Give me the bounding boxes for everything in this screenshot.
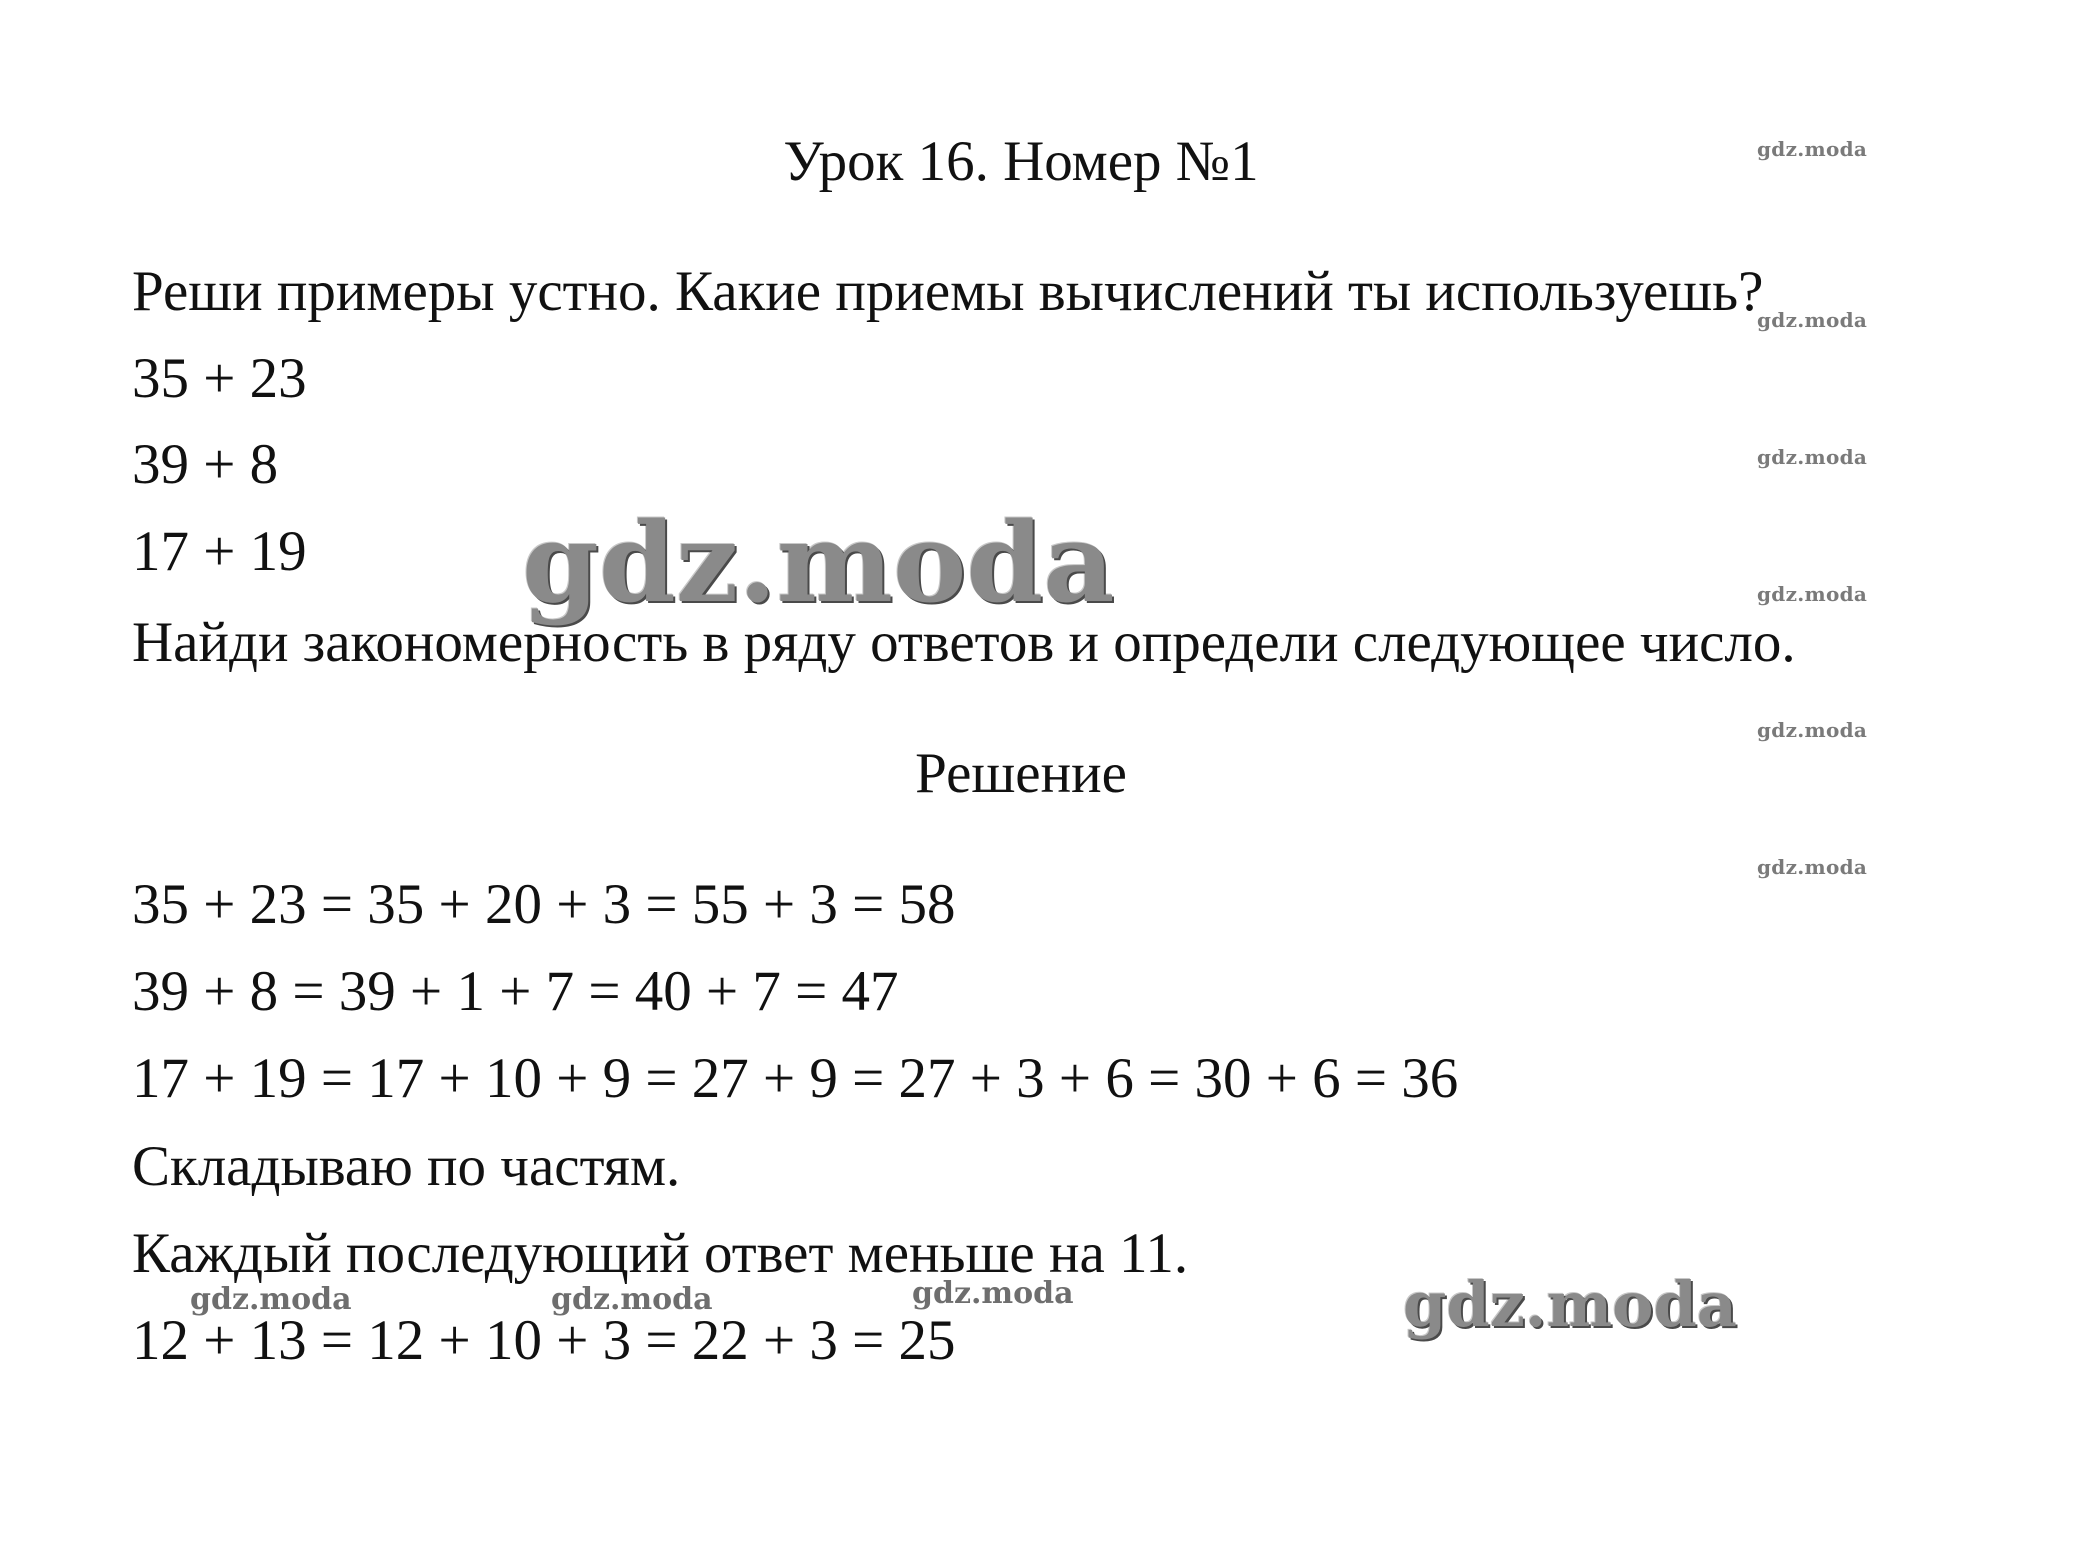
watermark-small: gdz.moda	[1757, 308, 1868, 332]
watermark-large: gdz.moda	[1403, 1268, 1737, 1341]
watermark-small: gdz.moda	[1757, 855, 1868, 879]
solution-line: 12 + 13 = 12 + 10 + 3 = 22 + 3 = 25	[132, 1309, 956, 1372]
solution-line: Складываю по частям.	[132, 1135, 681, 1198]
task-example: 17 + 19	[132, 520, 307, 583]
watermark-medium: gdz.moda	[190, 1282, 352, 1317]
watermark-small: gdz.moda	[1757, 582, 1868, 606]
solution-line: 39 + 8 = 39 + 1 + 7 = 40 + 7 = 47	[132, 960, 899, 1023]
solution-line: Каждый последующий ответ меньше на 11.	[132, 1222, 1189, 1285]
page-title: Урок 16. Номер №1	[783, 130, 1259, 193]
task-example: 35 + 23	[132, 347, 307, 410]
solution-line: 17 + 19 = 17 + 10 + 9 = 27 + 9 = 27 + 3 + 6 = 30 + 6 = 36	[132, 1047, 1459, 1110]
task-pattern-question: Найди закономерность в ряду ответов и определи следующее число.	[132, 611, 1796, 674]
task-instruction: Реши примеры устно. Какие приемы вычислений ты используешь?	[132, 260, 1764, 323]
task-example: 39 + 8	[132, 433, 279, 496]
watermark-small: gdz.moda	[1757, 137, 1868, 161]
solution-heading: Решение	[915, 742, 1127, 805]
watermark-large: gdz.moda	[522, 498, 1115, 627]
watermark-medium: gdz.moda	[551, 1282, 713, 1317]
watermark-medium: gdz.moda	[912, 1276, 1074, 1311]
solution-line: 35 + 23 = 35 + 20 + 3 = 55 + 3 = 58	[132, 873, 956, 936]
watermark-small: gdz.moda	[1757, 718, 1868, 742]
watermark-small: gdz.moda	[1757, 445, 1868, 469]
